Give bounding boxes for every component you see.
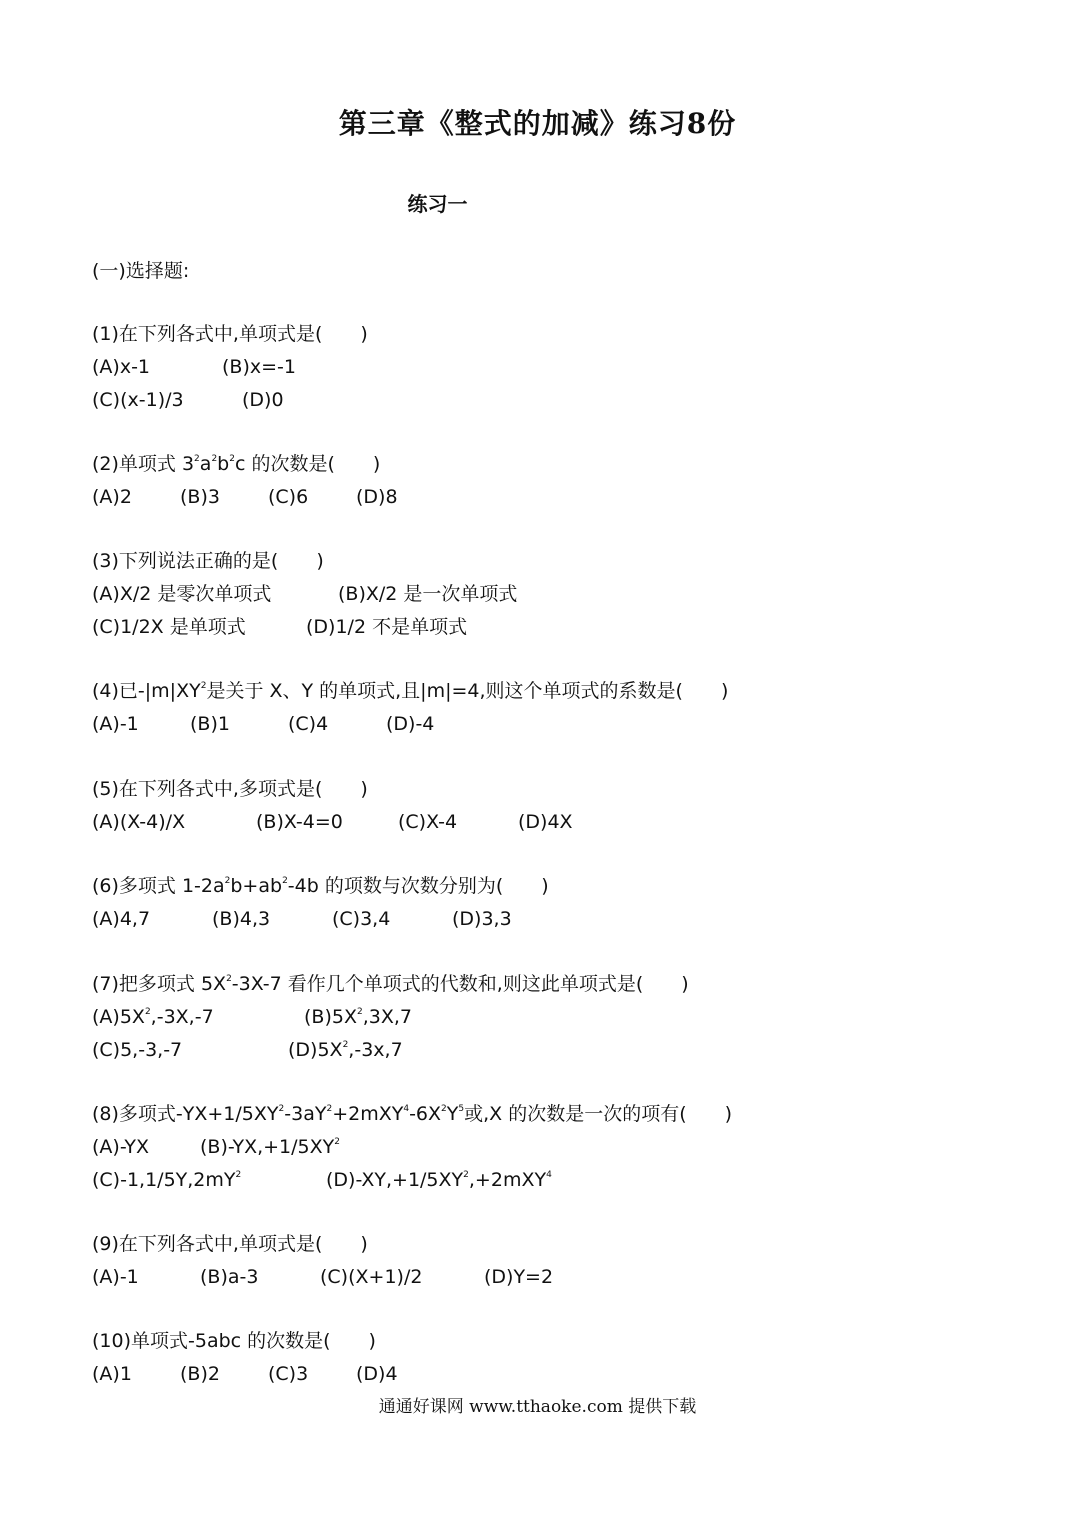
question-5-stem: (5)在下列各式中,多项式是( ) bbox=[92, 778, 368, 800]
question-7-option-d: $(D)5X^2,-3x,7$ bbox=[288, 1039, 403, 1061]
question-6-option-a: (A)4,7 bbox=[92, 908, 151, 930]
question-3-option-a: (A)X/2 是零次单项式 bbox=[92, 583, 272, 605]
question-8-stem: (8)多项式$-YX+1/5XY^2-3aY^2+2mXY^4-6X^2Y^5$或,X 的次数是一次的项有( ) bbox=[92, 1103, 733, 1125]
question-8-option-d: $(D)-XY,+1/5XY^2,+2mXY^4$ bbox=[326, 1169, 552, 1191]
exercise-subtitle: 练习一 bbox=[407, 192, 468, 216]
question-8-option-b: $(B)-YX,+1/5XY^2$ bbox=[200, 1136, 340, 1158]
question-6-stem: (6)多项式 $1-2a^2b+ab^2-4b$ 的项数与次数分别为( ) bbox=[92, 875, 549, 897]
question-9 bbox=[92, 1228, 1022, 1294]
question-9-option-d: (D)Y=2 bbox=[484, 1266, 554, 1288]
question-10-stem: (10)单项式-5abc 的次数是( ) bbox=[92, 1330, 376, 1352]
question-6 bbox=[92, 870, 1022, 936]
question-9-option-b: (B)a-3 bbox=[200, 1266, 259, 1288]
question-1-stem: (1)在下列各式中,单项式是( ) bbox=[92, 323, 368, 345]
question-5-option-c: (C)X-4 bbox=[398, 811, 458, 833]
question-10-option-b: (B)2 bbox=[180, 1363, 220, 1385]
question-8 bbox=[92, 1098, 1022, 1197]
question-3-option-b: (B)X/2 是一次单项式 bbox=[338, 583, 518, 605]
question-5-option-a: (A)(X-4)/X bbox=[92, 811, 186, 833]
question-9-option-c: (C)(X+1)/2 bbox=[320, 1266, 423, 1288]
question-6-option-c: (C)3,4 bbox=[332, 908, 391, 930]
question-2-option-b: (B)3 bbox=[180, 486, 220, 508]
question-1-option-c: (C)(x-1)/3 bbox=[92, 389, 184, 411]
question-4 bbox=[92, 675, 1022, 741]
question-1-option-a: (A)x-1 bbox=[92, 356, 151, 378]
question-3 bbox=[92, 545, 1022, 644]
question-2-option-c: (C)6 bbox=[268, 486, 309, 508]
question-5-option-d: (D)4X bbox=[518, 811, 573, 833]
question-7 bbox=[92, 968, 1022, 1067]
question-2-stem: (2)单项式 $3^2a^2b^2c$ 的次数是( ) bbox=[92, 453, 381, 475]
question-4-option-d: (D)-4 bbox=[386, 713, 435, 735]
question-5 bbox=[92, 773, 1022, 839]
question-9-option-a: (A)-1 bbox=[92, 1266, 139, 1288]
question-8-option-c: $(C)-1,1/5Y,2mY^2$ bbox=[92, 1169, 242, 1191]
question-3-stem: (3)下列说法正确的是( ) bbox=[92, 550, 324, 572]
question-8-option-a: (A)-YX bbox=[92, 1136, 150, 1158]
question-10 bbox=[92, 1325, 1022, 1391]
question-7-stem: (7)把多项式 $5X^2-3X-7$ 看作几个单项式的代数和,则这此单项式是( ) bbox=[92, 973, 689, 995]
question-4-stem: (4)已$-|m|XY^2$是关于 X、Y 的单项式,且|m|=4,则这个单项式的系数是( ) bbox=[92, 680, 729, 702]
question-9-stem: (9)在下列各式中,单项式是( ) bbox=[92, 1233, 368, 1255]
page-footer: 通通好课网 www.tthaoke.com 提供下载 bbox=[378, 1397, 697, 1417]
question-10-option-d: (D)4 bbox=[356, 1363, 398, 1385]
question-2 bbox=[92, 448, 1022, 514]
question-1-option-d: (D)0 bbox=[242, 389, 284, 411]
question-2-option-d: (D)8 bbox=[356, 486, 398, 508]
question-7-option-c: (C)5,-3,-7 bbox=[92, 1039, 183, 1061]
question-1 bbox=[92, 318, 1022, 417]
question-10-option-c: (C)3 bbox=[268, 1363, 309, 1385]
document-title: 第三章《整式的加减》练习8份 bbox=[338, 107, 737, 140]
question-7-option-a: $(A)5X^2,-3X,-7$ bbox=[92, 1006, 214, 1028]
section-heading: (一)选择题: bbox=[92, 260, 190, 282]
question-2-option-a: (A)2 bbox=[92, 486, 132, 508]
question-1-option-b: (B)x=-1 bbox=[222, 356, 296, 378]
question-5-option-b: (B)X-4=0 bbox=[256, 811, 343, 833]
question-4-option-a: (A)-1 bbox=[92, 713, 139, 735]
question-4-option-b: (B)1 bbox=[190, 713, 230, 735]
question-4-option-c: (C)4 bbox=[288, 713, 329, 735]
question-6-option-d: (D)3,3 bbox=[452, 908, 512, 930]
question-6-option-b: (B)4,3 bbox=[212, 908, 271, 930]
question-3-option-d: (D)1/2 不是单项式 bbox=[306, 616, 468, 638]
question-10-option-a: (A)1 bbox=[92, 1363, 132, 1385]
question-3-option-c: (C)1/2X 是单项式 bbox=[92, 616, 246, 638]
question-7-option-b: $(B)5X^2,3X,7$ bbox=[304, 1006, 412, 1028]
